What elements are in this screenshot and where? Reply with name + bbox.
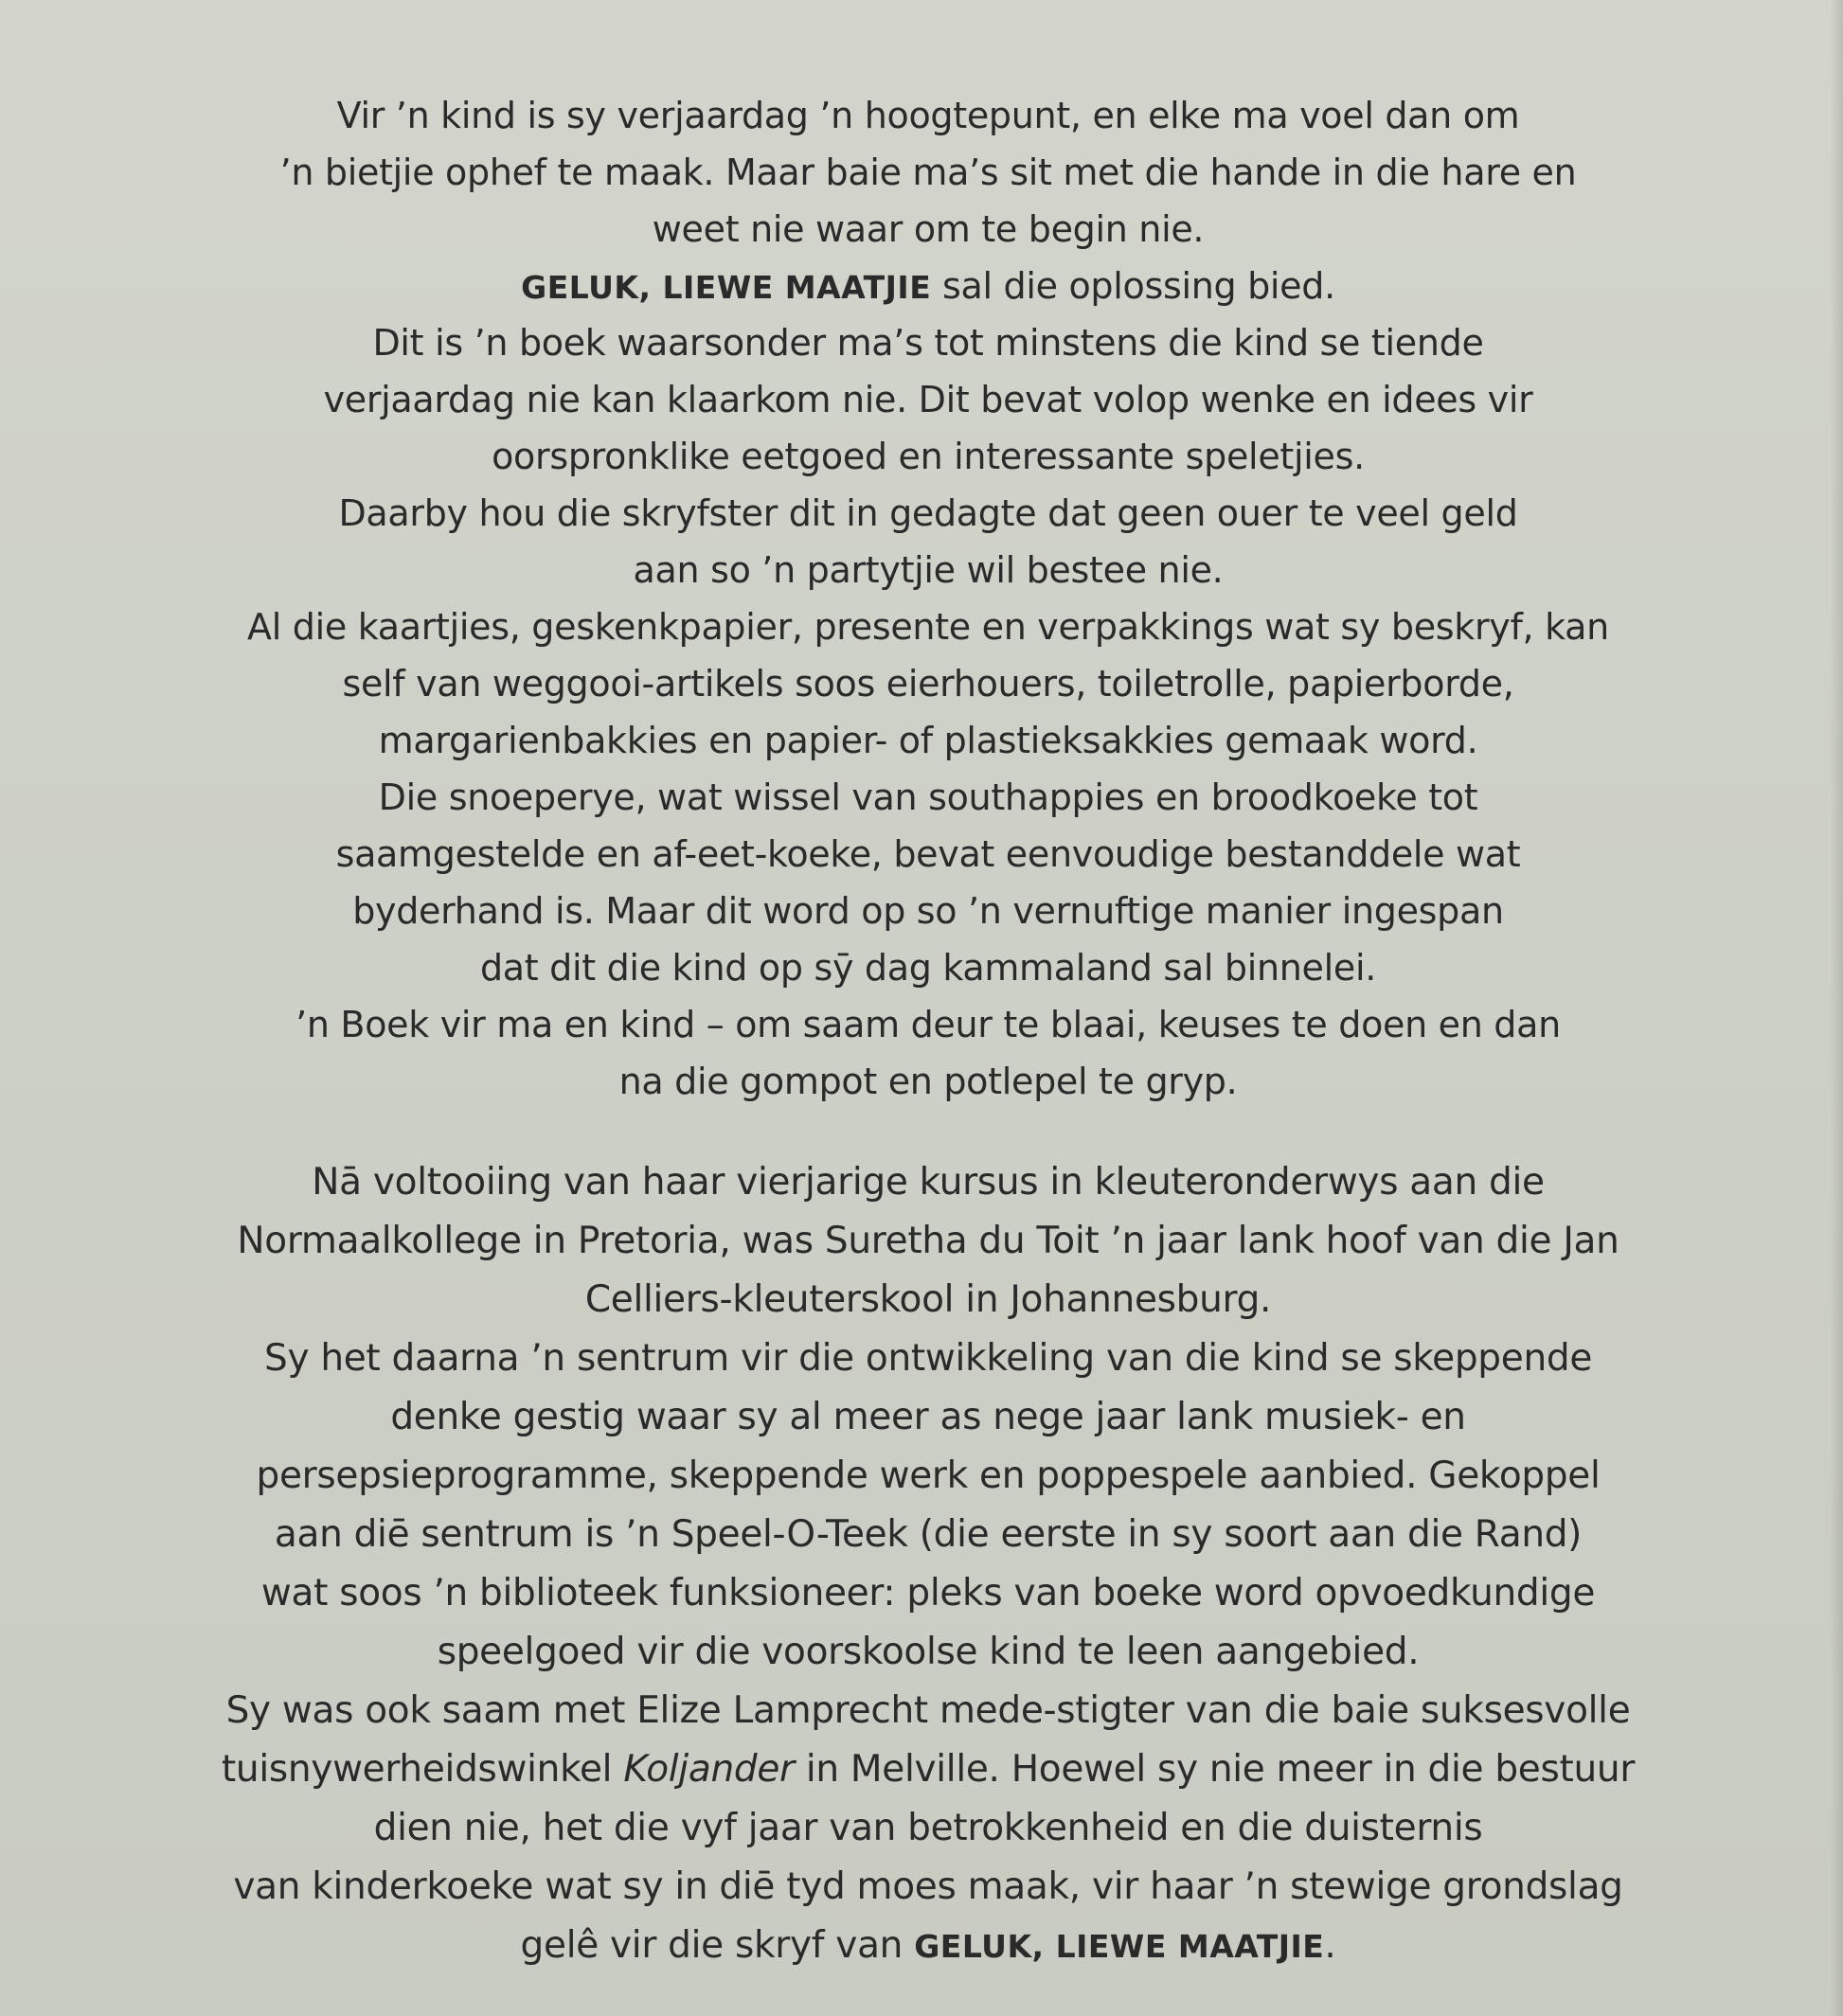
blurb-line: verjaardag nie kan klaarkom nie. Dit bevat volop wenke en idees vir (323, 379, 1533, 420)
blurb-line: Dit is ’n boek waarsonder ma’s tot minstens die kind se tiende (372, 322, 1484, 364)
blurb-line: saamgestelde en af-eet-koeke, bevat eenvoudige bestanddele wat (335, 833, 1521, 875)
shop-name: Koljander (623, 1748, 795, 1791)
book-blurb (170, 87, 1686, 1110)
blurb-line: Al die kaartjies, geskenkpapier, presente en verpakkings wat sy beskryf, kan (247, 606, 1609, 648)
book-title: GELUK, LIEWE MAATJIE (914, 1928, 1325, 1965)
bio-line: Sy het daarna ’n sentrum vir die ontwikkeling van die kind se skeppende (263, 1337, 1593, 1380)
bio-line: persepsieprogramme, skeppende werk en poppespele aanbied. Gekoppel (256, 1454, 1601, 1497)
blurb-line: Daarby hou die skryfster dit in gedagte dat geen ouer te veel geld (338, 492, 1518, 534)
blurb-line: self van weggooi-artikels soos eierhouers, toiletrolle, papierborde, (342, 663, 1514, 705)
author-bio (170, 1153, 1686, 1975)
bio-line: Sy was ook saam met Elize Lamprecht mede-stigter van die baie suksesvolle (225, 1689, 1631, 1732)
blurb-line: dat dit die kind op sȳ dag kammaland sal binnelei. (479, 947, 1377, 989)
bio-line: wat soos ’n biblioteek funksioneer: pleks van boeke word opvoedkundige (260, 1572, 1596, 1615)
bio-line-text: in Melville. Hoewel sy nie meer in die bestuur (794, 1748, 1636, 1791)
bio-line-text: . (1324, 1924, 1336, 1967)
bio-line: Normaalkollege in Pretoria, was Suretha du Toit ’n jaar lank hoof van die Jan (237, 1220, 1619, 1262)
bio-line: speelgoed vir die voorskoolse kind te leen aangebied. (437, 1631, 1420, 1673)
blurb-line: ’n Boek vir ma en kind – om saam deur te blaai, keuses te doen en dan (295, 1004, 1561, 1045)
blurb-line-title (170, 258, 1686, 314)
bio-line-text: tuisnywerheidswinkel (221, 1748, 624, 1791)
bio-line: Nā voltooiing van haar vierjarige kursus in kleuteronderwys aan die (312, 1161, 1545, 1204)
book-title: GELUK, LIEWE MAATJIE (521, 269, 932, 306)
blurb-line: weet nie waar om te begin nie. (652, 208, 1205, 250)
bio-line-title (170, 1917, 1686, 1975)
blurb-line: byderhand is. Maar dit word op so ’n vernuftige manier ingespan (352, 890, 1504, 932)
bio-line-shop (170, 1740, 1686, 1799)
blurb-line: Die snoeperye, wat wissel van southappies en broodkoeke tot (378, 776, 1478, 818)
cover-edge-shadow (1830, 0, 1843, 2016)
bio-line-text: gelê vir die skryf van (520, 1924, 915, 1967)
blurb-line: ’n bietjie ophef te maak. Maar baie ma’s sit met die hande in die hare en (279, 152, 1577, 193)
blurb-line: Vir ’n kind is sy verjaardag ’n hoogtepunt, en elke ma voel dan om (336, 95, 1520, 136)
blurb-line: margarienbakkies en papier- of plastieksakkies gemaak word. (378, 720, 1478, 761)
blurb-line: na die gompot en potlepel te gryp. (618, 1061, 1238, 1102)
blurb-line: oorspronklike eetgoed en interessante speletjies. (492, 436, 1365, 477)
bio-line: dien nie, het die vyf jaar van betrokkenheid en die duisternis (373, 1807, 1483, 1849)
bio-line: aan diē sentrum is ’n Speel-O-Teek (die eerste in sy soort aan die Rand) (274, 1513, 1583, 1556)
blurb-line: aan so ’n partytjie wil bestee nie. (633, 549, 1224, 591)
bio-line: Celliers-kleuterskool in Johannesburg. (584, 1278, 1272, 1321)
blurb-line-text: sal die oplossing bied. (931, 265, 1335, 307)
bio-line: denke gestig waar sy al meer as nege jaar lank musiek- en (390, 1396, 1466, 1438)
bio-line: van kinderkoeke wat sy in diē tyd moes maak, vir haar ’n stewige grondslag (233, 1865, 1623, 1908)
